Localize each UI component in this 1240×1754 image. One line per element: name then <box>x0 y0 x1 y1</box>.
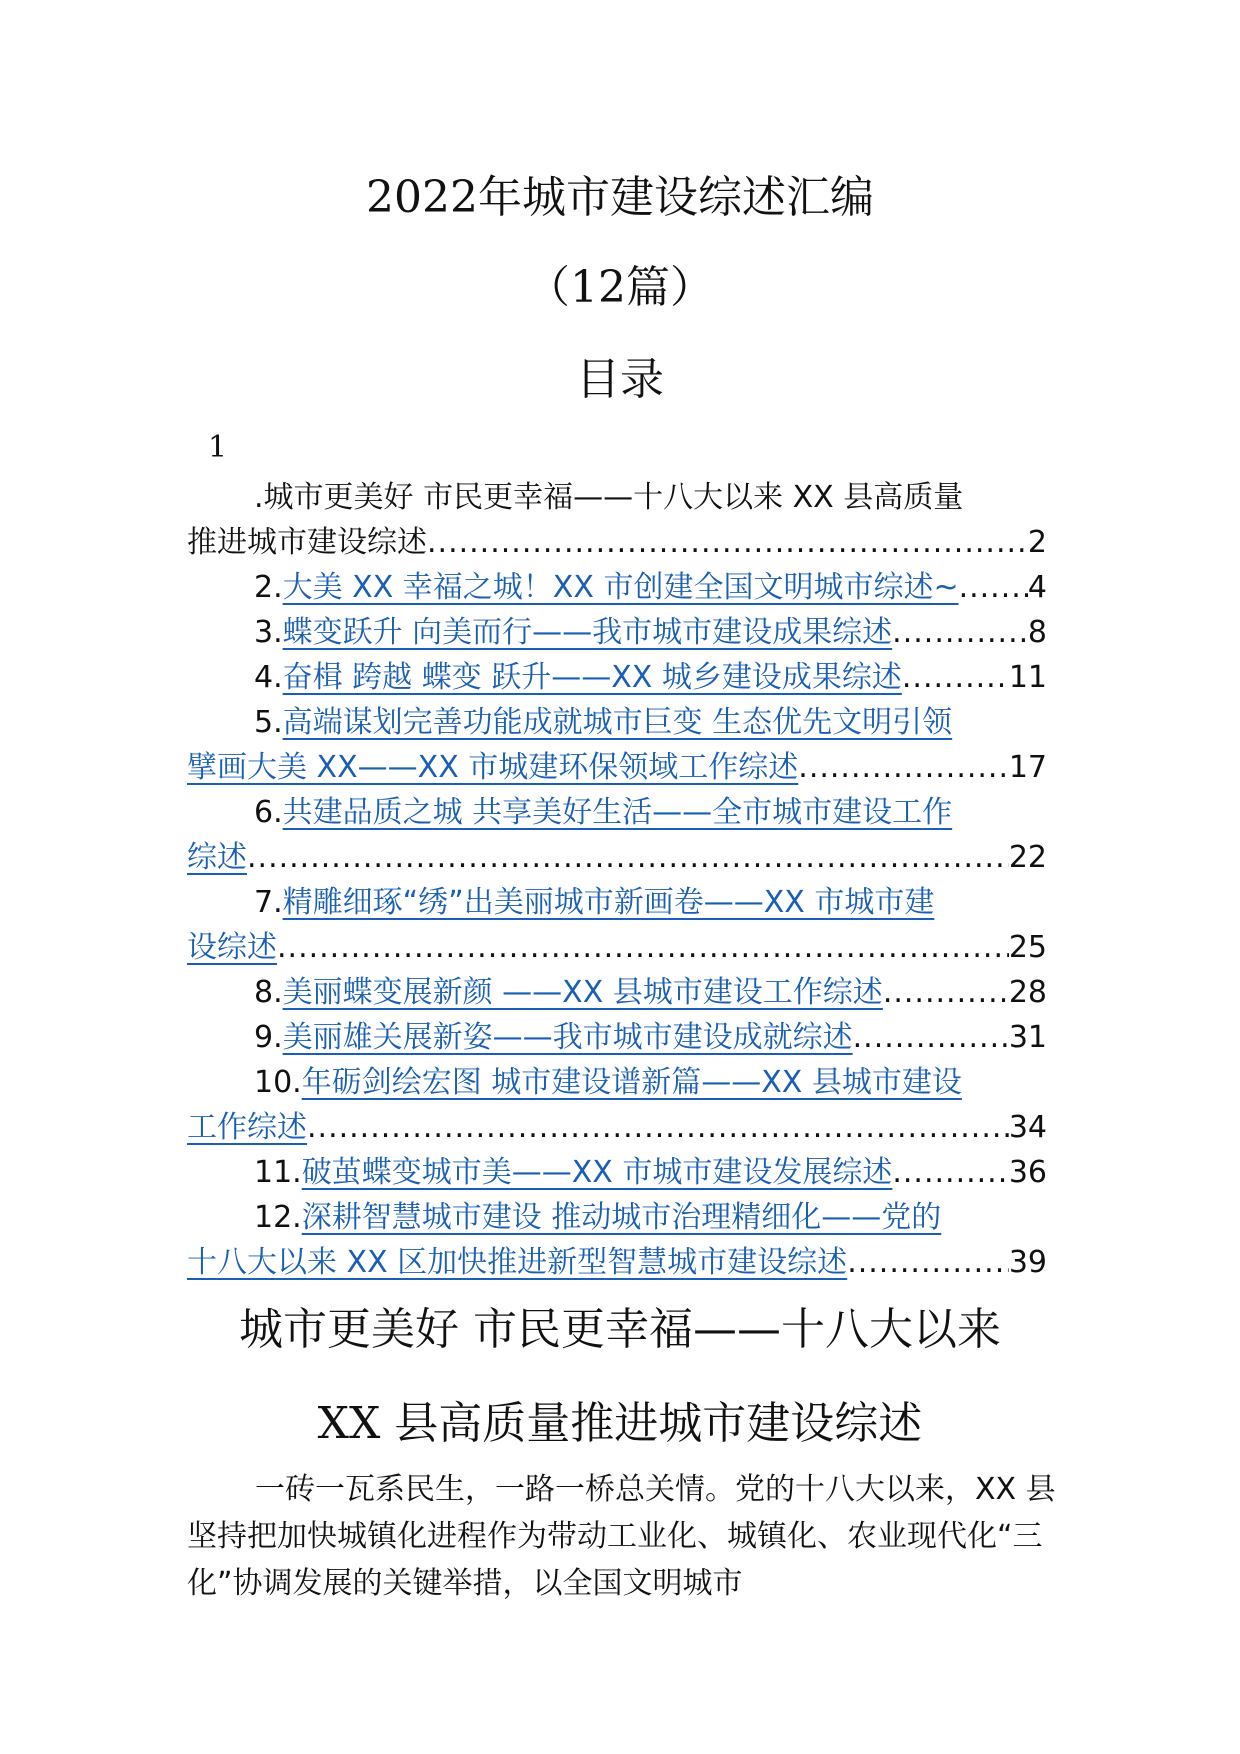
toc-dot-leader <box>892 1150 1008 1195</box>
toc-dot-leader <box>847 1240 1009 1285</box>
toc-entry-text: 推进城市建设综述 <box>187 525 427 560</box>
toc-page-number: 31 <box>1008 1020 1047 1055</box>
toc-entry-link[interactable]: 设综述 <box>187 930 277 965</box>
toc-entry-number: 3. <box>254 615 283 650</box>
toc-entry-number: 4. <box>254 660 283 695</box>
toc-entry-link[interactable]: 美丽雄关展新姿——我市城市建设成就综述 <box>282 1020 853 1055</box>
toc-entry-line[interactable] <box>187 1105 1047 1150</box>
toc-dot-leader <box>247 835 1009 880</box>
toc-entry-link[interactable]: 破茧蝶变城市美——XX 市城市建设发展综述 <box>301 1155 893 1190</box>
toc-entry-link[interactable]: 深耕智慧城市建设 推动城市治理精细化——党的 <box>301 1200 942 1235</box>
toc-entry-number: 5. <box>254 705 283 740</box>
toc-page-number: 34 <box>1008 1110 1047 1145</box>
article-paragraph: 一砖一瓦系民生，一路一桥总关情。党的十八大以来，XX 县坚持把加快城镇化进程作为带动工业化、城镇化、农业现代化“三化”协调发展的关键举措，以全国文明城市 <box>187 1472 1056 1601</box>
toc-entry-line[interactable] <box>187 655 1047 700</box>
document-subtitle: （12篇） <box>526 262 714 313</box>
toc-page-number: 17 <box>1008 750 1047 785</box>
toc-dot-leader <box>427 520 1028 565</box>
toc-entry-link[interactable]: 综述 <box>187 840 247 875</box>
toc-entry-text: .城市更美好 市民更幸福——十八大以来 XX 县高质量 <box>254 480 964 515</box>
toc-page-number: 8 <box>1027 615 1047 650</box>
table-of-contents <box>187 475 1047 1285</box>
toc-dot-leader <box>892 610 1028 655</box>
toc-dot-leader <box>798 745 1009 790</box>
toc-entry-line[interactable] <box>187 565 1047 610</box>
article-body <box>187 1466 1077 1607</box>
toc-entry-line[interactable] <box>187 700 1047 745</box>
toc-entry-number: 11. <box>254 1155 302 1190</box>
toc-entry-line[interactable] <box>187 880 1047 925</box>
toc-entry-number: 6. <box>254 795 283 830</box>
toc-entry-link[interactable]: 工作综述 <box>187 1110 307 1145</box>
toc-first-number: 1 <box>208 430 228 465</box>
toc-entry-link[interactable]: 美丽蝶变展新颜 ——XX 县城市建设工作综述 <box>282 975 883 1010</box>
toc-page-number: 36 <box>1008 1155 1047 1190</box>
toc-page-number: 22 <box>1008 840 1047 875</box>
toc-entry-number: 7. <box>254 885 283 920</box>
toc-page-number: 11 <box>1008 660 1047 695</box>
toc-entry-link[interactable]: 奋楫 跨越 蝶变 跃升——XX 城乡建设成果综述 <box>282 660 902 695</box>
toc-dot-leader <box>883 970 1009 1015</box>
toc-entry-number: 8. <box>254 975 283 1010</box>
toc-entry-line[interactable] <box>187 1150 1047 1195</box>
toc-entry-line[interactable] <box>187 925 1047 970</box>
toc-entry-line[interactable] <box>187 1195 1047 1240</box>
toc-entry-number: 12. <box>254 1200 302 1235</box>
toc-entry-line[interactable] <box>187 745 1047 790</box>
toc-entry-link[interactable]: 擘画大美 XX——XX 市城建环保领域工作综述 <box>187 750 799 785</box>
toc-entry-number: 10. <box>254 1065 302 1100</box>
article-heading-line2: XX 县高质量推进城市建设综述 <box>317 1398 923 1449</box>
toc-dot-leader <box>307 1105 1009 1150</box>
toc-entry-number: 2. <box>254 570 283 605</box>
toc-entry-line[interactable] <box>187 610 1047 655</box>
toc-entry-line <box>187 475 1047 520</box>
toc-page-number: 4 <box>1027 570 1047 605</box>
document-title: 2022年城市建设综述汇编 <box>366 172 874 223</box>
article-heading-line1: 城市更美好 市民更幸福——十八大以来 <box>239 1304 1001 1355</box>
toc-entry-line[interactable] <box>187 790 1047 835</box>
toc-entry-line[interactable] <box>187 1060 1047 1105</box>
toc-dot-leader <box>902 655 1009 700</box>
toc-page-number: 25 <box>1008 930 1047 965</box>
toc-dot-leader <box>959 565 1028 610</box>
toc-entry-link[interactable]: 高端谋划完善功能成就城市巨变 生态优先文明引领 <box>282 705 953 740</box>
toc-entry-link[interactable]: 十八大以来 XX 区加快推进新型智慧城市建设综述 <box>187 1245 848 1280</box>
toc-entry-line[interactable] <box>187 1015 1047 1060</box>
toc-entry-line[interactable] <box>187 1240 1047 1285</box>
toc-entry-line <box>187 520 1047 565</box>
toc-dot-leader <box>277 925 1009 970</box>
toc-entry-link[interactable]: 大美 XX 幸福之城！XX 市创建全国文明城市综述~ <box>282 570 959 605</box>
toc-entry-link[interactable]: 共建品质之城 共享美好生活——全市城市建设工作 <box>282 795 953 830</box>
toc-page-number: 2 <box>1027 525 1047 560</box>
toc-entry-link[interactable]: 蝶变跃升 向美而行——我市城市建设成果综述 <box>282 615 893 650</box>
toc-entry-link[interactable]: 年砺剑绘宏图 城市建设谱新篇——XX 县城市建设 <box>301 1065 962 1100</box>
toc-page-number: 28 <box>1008 975 1047 1010</box>
toc-entry-number: 9. <box>254 1020 283 1055</box>
toc-dot-leader <box>853 1015 1009 1060</box>
toc-entry-link[interactable]: 精雕细琢“绣”出美丽城市新画卷——XX 市城市建 <box>282 885 935 920</box>
toc-entry-line[interactable] <box>187 970 1047 1015</box>
toc-page-number: 39 <box>1008 1245 1047 1280</box>
toc-entry-line[interactable] <box>187 835 1047 880</box>
toc-heading: 目录 <box>576 354 664 405</box>
